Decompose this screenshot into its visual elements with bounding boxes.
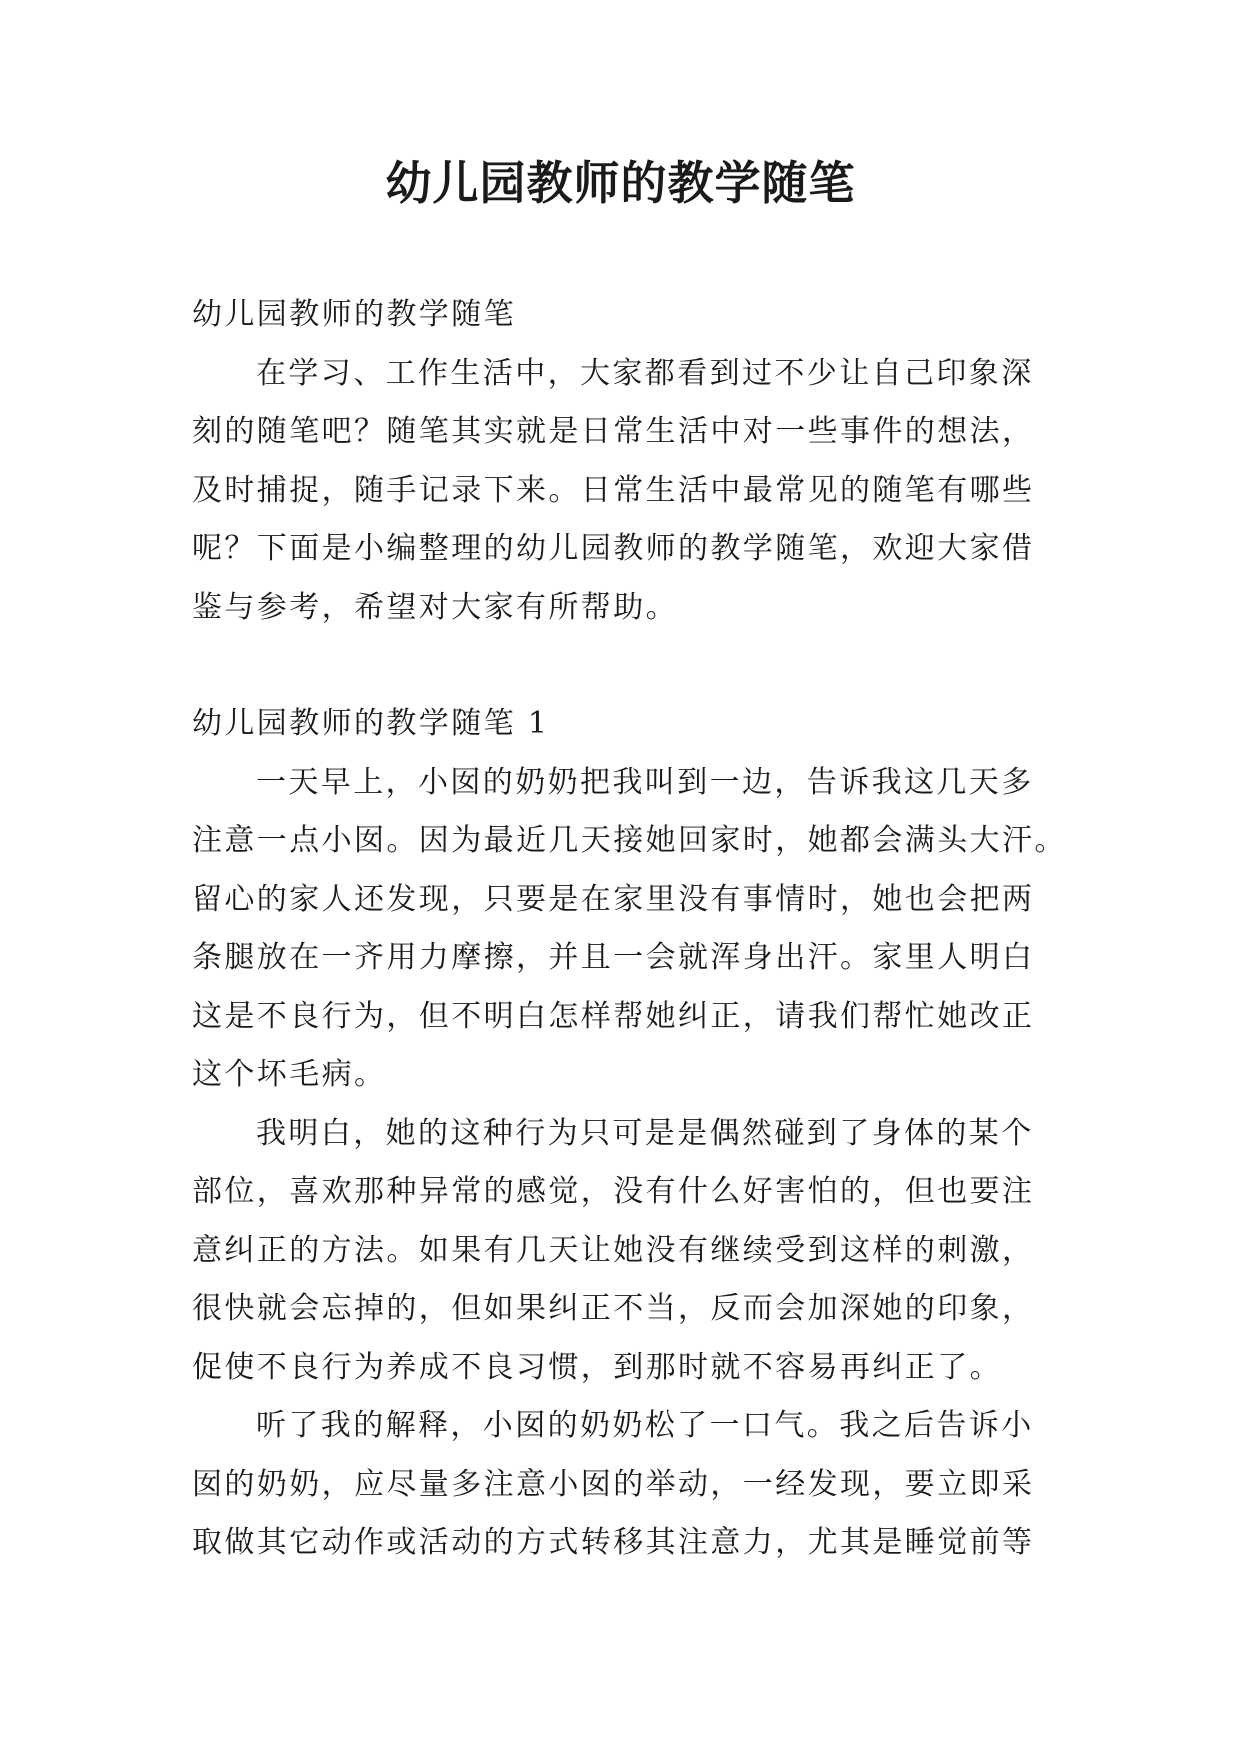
text-line: 部位，喜欢那种异常的感觉，没有什么好害怕的，但也要注 — [192, 1174, 1035, 1209]
text-line: 意纠正的方法。如果有几天让她没有继续受到这样的刺激， — [192, 1232, 1035, 1268]
text-line: 这个坏毛病。 — [192, 1057, 387, 1092]
text-line: 条腿放在一齐用力摩擦，并且一会就浑身出汗。家里人明白 — [192, 940, 1035, 975]
text-line: 注意一点小囡。因为最近几天接她回家时，她都会满头大汗。 — [192, 823, 1067, 858]
section-heading: 幼儿园教师的教学随笔 1 — [192, 706, 550, 741]
text-line: 一天早上，小囡的奶奶把我叫到一边，告诉我这几天多 — [256, 764, 1034, 800]
section-paragraph-2 — [192, 1105, 1064, 1398]
document-body — [192, 286, 1067, 1573]
text-line: 这是不良行为，但不明白怎样帮她纠正，请我们帮忙她改正 — [192, 998, 1035, 1034]
document-title: 幼儿园教师的教学随笔 — [385, 156, 856, 210]
text-line: 囡的奶奶，应尽量多注意小囡的举动，一经发现，要立即采 — [192, 1466, 1035, 1502]
text-line: 我明白，她的这种行为只可是是偶然碰到了身体的某个 — [256, 1115, 1034, 1151]
text-line: 取做其它动作或活动的方式转移其注意力，尤其是睡觉前等 — [192, 1525, 1035, 1560]
intro-heading: 幼儿园教师的教学随笔 — [192, 297, 516, 332]
text-line: 呢？下面是小编整理的幼儿园教师的教学随笔，欢迎大家借 — [192, 531, 1035, 566]
text-line: 刻的随笔吧？随笔其实就是日常生活中对一些事件的想法， — [192, 414, 1035, 449]
text-line: 很快就会忘掉的，但如果纠正不当，反而会加深她的印象， — [192, 1291, 1035, 1326]
intro-paragraph — [192, 345, 1064, 638]
text-line: 在学习、工作生活中，大家都看到过不少让自己印象深 — [256, 355, 1034, 391]
text-line: 听了我的解释，小囡的奶奶松了一口气。我之后告诉小 — [256, 1408, 1034, 1443]
text-line: 留心的家人还发现，只要是在家里没有事情时，她也会把两 — [192, 881, 1035, 917]
text-line: 促使不良行为养成不良习惯，到那时就不容易再纠正了。 — [192, 1349, 1002, 1385]
text-line: 及时捕捉，随手记录下来。日常生活中最常见的随笔有哪些 — [192, 472, 1035, 508]
section-paragraph-3 — [192, 1397, 1064, 1573]
text-line: 鉴与参考，希望对大家有所帮助。 — [192, 589, 678, 625]
section-spacer — [192, 637, 1064, 695]
section-paragraph-1 — [192, 754, 1067, 1105]
